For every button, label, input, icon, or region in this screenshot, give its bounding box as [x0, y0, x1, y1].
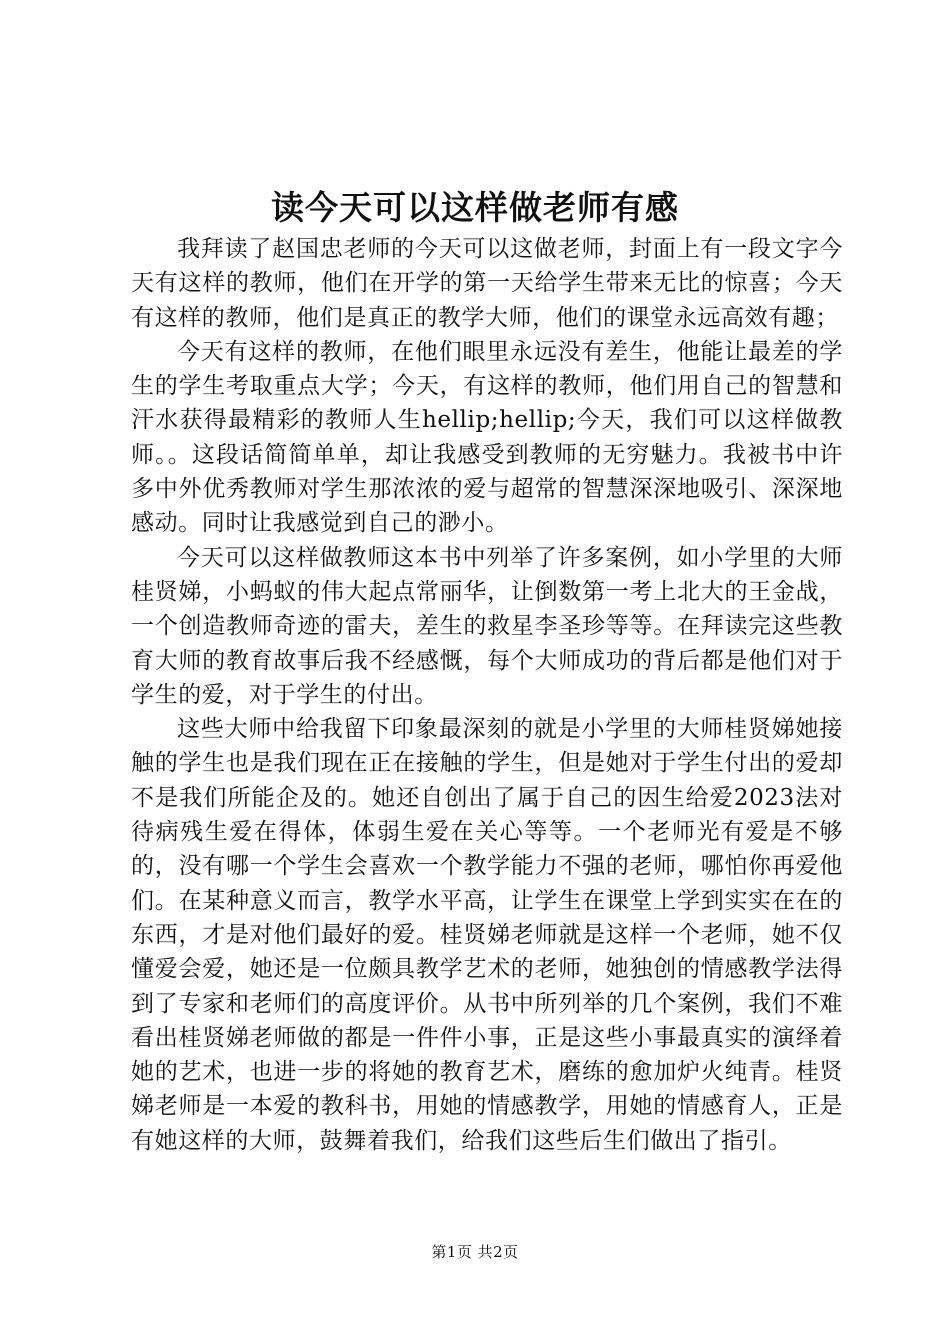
document-title: 读今天可以这样做老师有感 [271, 188, 679, 227]
paragraph: 我拜读了赵国忠老师的今天可以这做老师，封面上有一段文字今天有这样的教师，他们在开学的第一天给学生带来无比的惊喜；今天有这样的教师，他们是真正的教学大师，他们的课堂永远高效有趣； [131, 236, 843, 331]
paragraph: 今天有这样的教师，在他们眼里永远没有差生，他能让最差的学生的学生考取重点大学；今天，有这样的教师，他们用自己的智慧和汗水获得最精彩的教师人生hellip;hellip;今天，我们可以这样做教师。。这段话简简单单，却让我感受到教师的无穷魅力。我被书中许多中外优秀教师对学生那浓浓的爱与超常的智慧深深地吸引、深深地感动。同时让我感觉到自己的渺小。 [131, 338, 843, 537]
document-body [131, 232, 843, 1158]
paragraph: 今天可以这样做教师这本书中列举了许多案例，如小学里的大师桂贤娣，小蚂蚁的伟大起点常丽华，让倒数第一考上北大的王金战，一个创造教师奇迹的雷夫，差生的救星李圣珍等等。在拜读完这些教育大师的教育故事后我不经感慨，每个大师成功的背后都是他们对于学生的爱，对于学生的付出。 [131, 544, 843, 708]
paragraph: 这些大师中给我留下印象最深刻的就是小学里的大师桂贤娣她接触的学生也是我们现在正在接触的学生，但是她对于学生付出的爱却不是我们所能企及的。她还自创出了属于自己的因生给爱2023法对待病残生爱在得体，体弱生爱在关心等等。一个老师光有爱是不够的，没有哪一个学生会喜欢一个教学能力不强的老师，哪怕你再爱他们。在某种意义而言，教学水平高，让学生在课堂上学到实实在在的东西，才是对他们最好的爱。桂贤娣老师就是这样一个老师，她不仅懂爱会爱，她还是一位颇具教学艺术的老师，她独创的情感教学法得到了专家和老师们的高度评价。从书中所列举的几个案例，我们不难看出桂贤娣老师做的都是一件件小事，正是这些小事最真实的演绎着她的艺术，也进一步的将她的教育艺术，磨练的愈加炉火纯青。桂贤娣老师是一本爱的教科书，用她的情感教学，用她的情感育人，正是有她这样的大师，鼓舞着我们，给我们这些后生们做出了指引。 [131, 716, 843, 1154]
page-footer: 第1页 共2页 [431, 1243, 519, 1261]
